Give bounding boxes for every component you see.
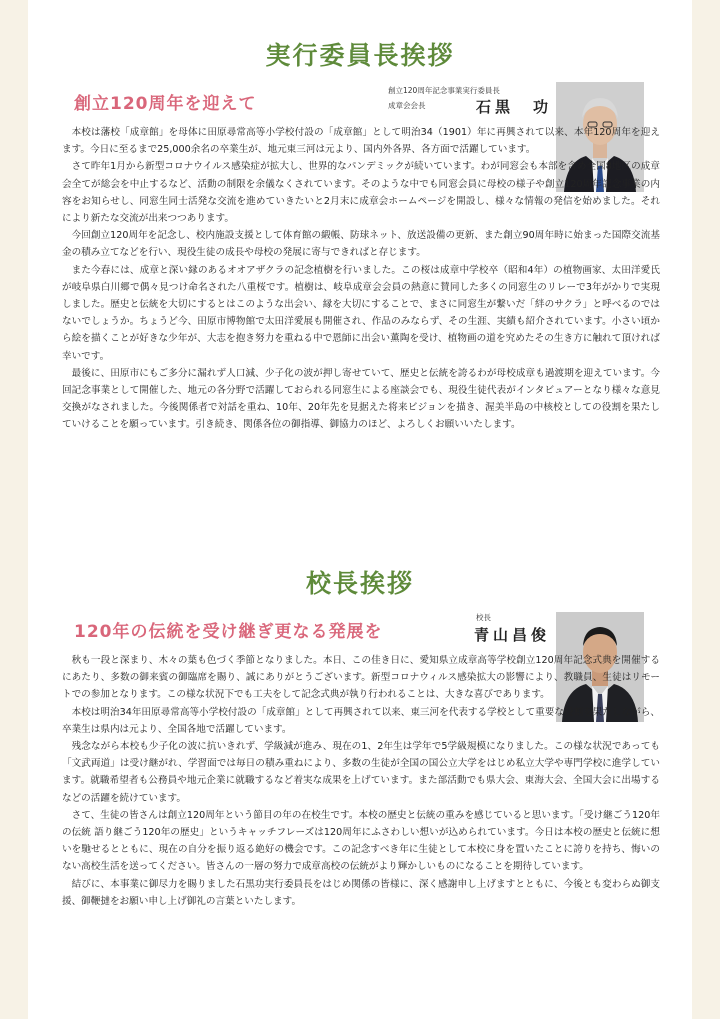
- paragraph: 結びに、本事業に御尽力を賜りました石黒功実行委員長をはじめ関係の皆様に、深く感謝申し上げますとともに、今後とも変わらぬ御支援、御鞭撻をお願い申し上げ御礼の言葉といたします。: [62, 878, 660, 907]
- chairman-message: [62, 124, 660, 434]
- paragraph: 最後に、田原市にもご多分に漏れず人口減、少子化の波が押し寄せていて、歴史と伝統を誇るわが母校成章も過渡期を迎えています。今回記念事業として開催した、地元の各分野で活躍しておられる同窓生による座談会でも、現役生徒代表がインタビュアーとなり様々な意見交換がなされました。今後関係者で対話を重ね、10年、20年先を見据えた将来ビジョンを描き、渥美半島の中核校としての役割を果たしていけることを願っています。引き続き、関係各位の御指導、御協力のほど、よろしくお願いいたします。: [62, 367, 660, 431]
- signature-role-2: 成章会会長: [388, 101, 426, 110]
- signature-role: 校長: [476, 613, 491, 622]
- paragraph: 本校は明治34年田原尋常高等小学校付設の「成章館」として再興されて以来、東三河を代表する学校として重要な役割を果たしながら、卒業生は県内は元より、全国各地で活躍しています。: [62, 706, 660, 735]
- subtitle-principal: 120年の伝統を受け継ぎ更なる発展を: [74, 622, 383, 642]
- principal-message: [62, 652, 660, 910]
- paragraph: 残念ながら本校も少子化の波に抗いきれず、学級減が進み、現在の1、2年生は学年で5学級規模になりました。この様な状況であっても「文武両道」は受け継がれ、学習面では毎日の積み重ねにより、多数の生徒が全国の国公立大学をはじめ私立大学や専門学校に進学しています。就職希望者も公務員や地元企業に就職するなど着実な成果を上げています。また部活動でも県大会、東海大会、全国大会に出場するなどの活躍を続けています。: [62, 741, 660, 804]
- signature-name: 石黒 功: [476, 98, 553, 116]
- section-title-chairman: 実行委員長挨拶: [265, 41, 455, 70]
- subtitle-chairman: 創立120周年を迎えて: [74, 94, 257, 114]
- paragraph: 本校は藩校「成章館」を母体に田原尋常高等小学校付設の「成章館」として明治34（1901）年に再興されて以来、本年120周年を迎えます。今日に至るまで25,000余名の卒業生が、地元東三河は元より、国内外各界、各方面で活躍しています。: [62, 127, 660, 156]
- paragraph: また今春には、成章と深い縁のあるオオアザクラの記念植樹を行いました。この桜は成章中学校卒（昭和4年）の植物画家、太田洋愛氏が岐阜県白川郷で偶々見つけ命名された八重桜です。植樹は、岐阜成章会会員の熱意に賛同した多くの同窓生のリレーで3年がかりで実現しました。歴史と伝統を大切にするとはこのような出会い、縁を大切にすることで、まさに同窓生が繋いだ「絆のサクラ」と呼べるのではないでしょうか。ちょうど今、田原市博物館で太田洋愛展も開催され、作品のみならず、その生涯、実績も紹介されています。小さい頃から絵を描くことが好きな少年が、大志を抱き努力を重ねる中で恩師に出会い薫陶を受け、植物画の道を究めたその生き方に触れて頂ければ幸いです。: [62, 264, 660, 362]
- section-title-principal: 校長挨拶: [305, 569, 414, 598]
- paragraph: さて昨年1月から新型コロナウイルス感染症が拡大し、世界的なパンデミックが続いています。わが同窓会も本部を含め全国8地区の成章会全てが総会を中止するなど、活動の制限を余儀なくされています。そのような中でも同窓会員に母校の様子や創立120周年記念事業の内容をお知らせし、同窓生同士活発な交流を進めていきたいと2月末に成章会ホームページを開設し、様々な情報の発信を始めました。それにより新たな交流が出来つつあります。: [62, 161, 660, 225]
- signature-role: 創立120周年記念事業実行委員長: [388, 86, 500, 95]
- page: [28, 0, 692, 1019]
- paragraph: 今回創立120周年を記念し、校内施設支援として体育館の緞帳、防球ネット、放送設備の更新、また創立90周年時に始まった国際交流基金の積み立てなどを行い、現役生徒の成長や母校の発展に寄与できればと存じます。: [62, 230, 660, 259]
- signature-name: 青山昌俊: [474, 626, 551, 644]
- paragraph: さて、生徒の皆さんは創立120周年という節目の年の在校生です。本校の歴史と伝統の重みを感じていると思います。「受け継ごう120年の伝統 語り継ごう120年の歴史」というキャッチフレーズは120周年にふさわしい想いが込められています。今日は本校の歴史と伝統に想いを馳せるとともに、現在の自分を振り返る絶好の機会です。この記念すべき年に生徒として本校に身を置いたことに誇りを持ち、悔いのない高校生活を送ってください。皆さんの一層の努力で成章高校の伝統がより輝かしいものになることを期待しています。: [62, 809, 660, 873]
- paragraph: 秋も一段と深まり、木々の葉も色づく季節となりました。本日、この佳き日に、愛知県立成章高等学校創立120周年記念式典を開催するにあたり、多数の御来賓の御臨席を賜り、誠にありがとうございます。新型コロナウィルス感染拡大の影響により、教職員、生徒はリモートでの参加となります。この様な状況下でも工夫をして記念式典が執り行われることは、大きな喜びであります。: [62, 655, 660, 701]
